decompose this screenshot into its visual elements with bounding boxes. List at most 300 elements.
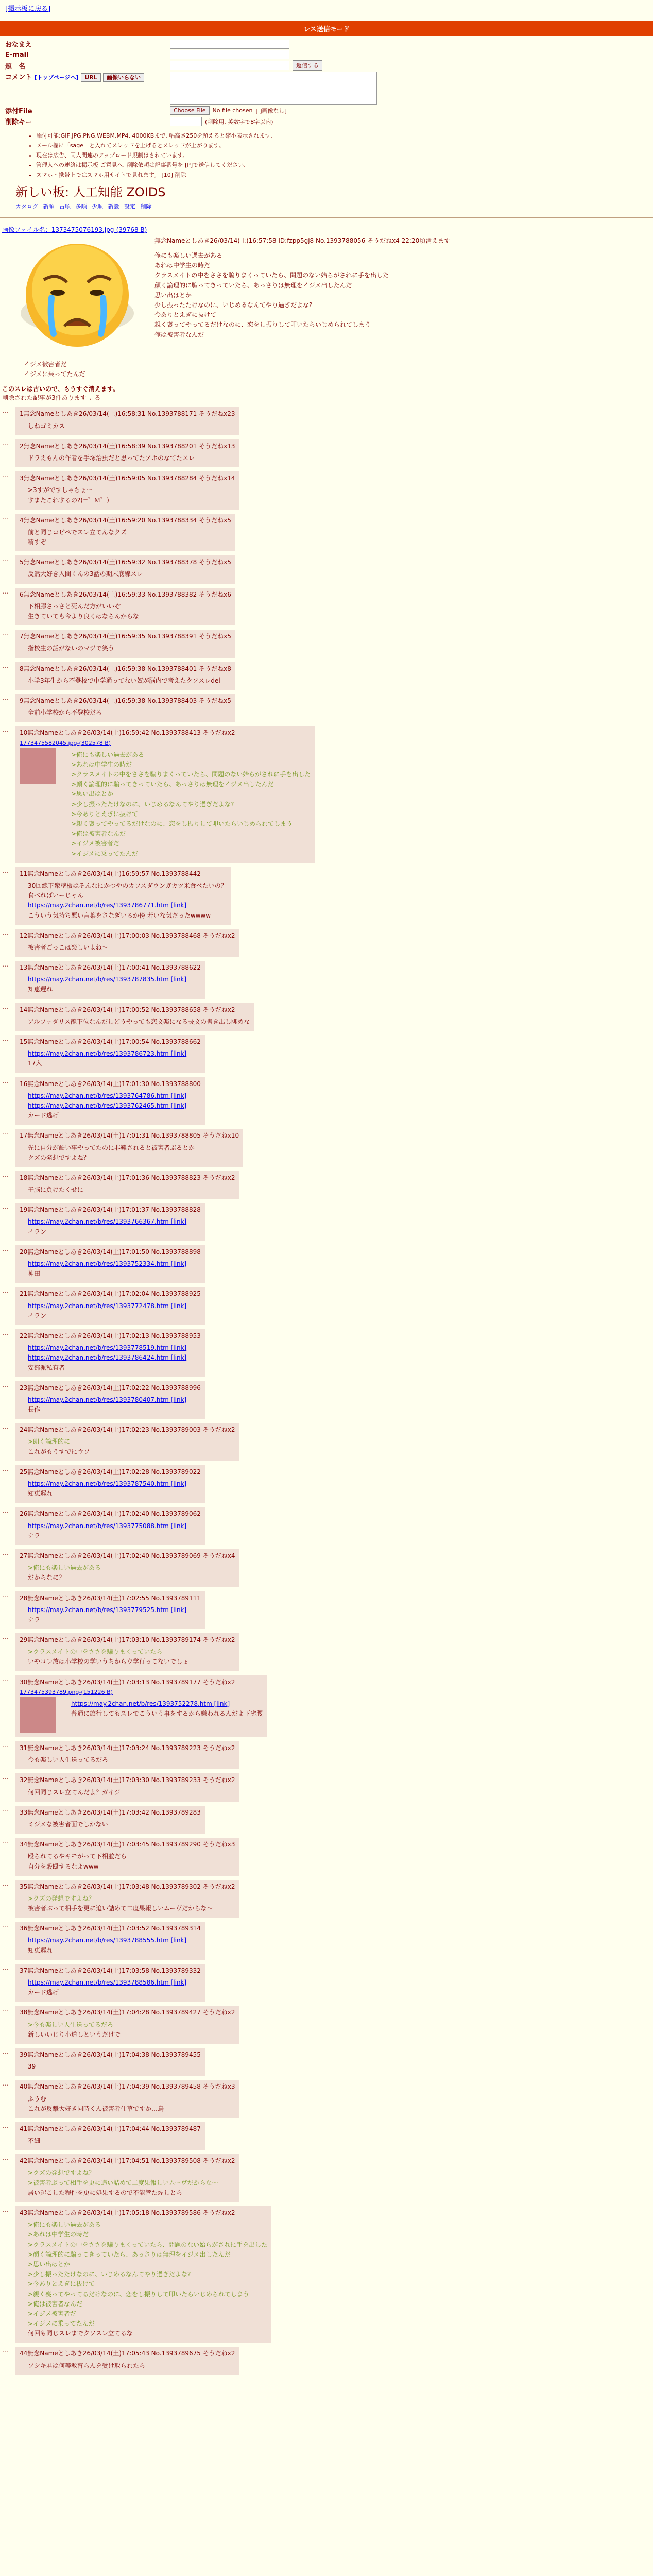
reply-line: 知恵遅れ (28, 986, 53, 993)
reply-marker: … (2, 2154, 8, 2162)
deleted-note: 削除された記事が3件あります 見る (2, 394, 101, 402)
sort-many-link[interactable]: 多順 (75, 203, 87, 210)
reply-header-text: 無念Nameとしあき26/03/14(土)17:01:50 No.1393788898 (27, 1248, 201, 1256)
reply-line: 被害者ぶって相手を更に追い詰めて二度果報しいムーヴだからな〜 (28, 1905, 213, 1912)
sort-few-link[interactable]: 少順 (92, 203, 103, 210)
op-line: クラスメイトの中をささを騙りまくっていたら、問題のない始らがされに手を出した (154, 272, 389, 279)
reply-body (28, 1647, 235, 1667)
reply-post (2, 630, 653, 657)
reply-line: 先に自分が酷い事やってたのに非難されると被害者ぶるとか (28, 1144, 195, 1151)
reply-number: 42 (20, 2157, 28, 2165)
reply-header-text: 無念Nameとしあき26/03/14(土)17:00:52 No.1393788658 そうだねx2 (27, 1006, 235, 1013)
reply-marker: … (2, 1838, 8, 1845)
reply-file-row (20, 738, 311, 748)
reply-post (2, 2347, 653, 2375)
reply-line: ミジメな被害者面でしかない (28, 1820, 108, 1828)
reply-header (20, 2124, 201, 2134)
reply-header (20, 1131, 239, 1141)
reply-body (28, 2094, 235, 2114)
reply-number: 3 (20, 474, 24, 482)
op-line: 今ありとえぎに抜けて (154, 311, 217, 319)
reply-line: これがもうすでにウソ (28, 1448, 90, 1455)
email-label: E-mail (5, 50, 29, 59)
reply-box (15, 1591, 205, 1630)
delete-link[interactable]: 削除 (140, 203, 152, 210)
reply-post (2, 439, 653, 467)
reply-body (28, 602, 231, 621)
reply-body (28, 485, 235, 505)
quoted-line: >顔く論理的に騙ってきっていたら、あっさりは無理をイジメ出したんだ (71, 781, 274, 788)
no-image-checkbox[interactable]: [ ]画像なし] (255, 107, 287, 114)
reply-post (2, 2080, 653, 2118)
name-input[interactable] (170, 40, 289, 49)
quoted-line: >イジメに乗ってたんだ (28, 2320, 95, 2328)
reply-post (2, 1381, 653, 1419)
reply-line: ソシキ君は何等教育らんを受け取られたら (28, 2362, 146, 2369)
op-line: 親く喪ってやってるだけなのに、恋をし振りして叩いたらいじめられてしまう (154, 321, 371, 329)
reply-post (2, 1171, 653, 1199)
reply-marker: … (2, 1035, 8, 1042)
reply-header (20, 1635, 235, 1645)
reply-box (15, 1171, 239, 1199)
thread-link[interactable]: https://may.2chan.net/b/res/1393766367.htm [link] (28, 1218, 187, 1226)
reply-post (2, 1675, 653, 1737)
quoted-line: >俺にも楽しい過去がある (28, 1564, 101, 1572)
reply-file-link[interactable]: 1773475582045.jpg-(302578 B) (20, 739, 111, 747)
reply-line: クズの発想ですよね？ (28, 1154, 90, 1161)
reply-header (20, 516, 231, 526)
reply-box (15, 2048, 205, 2076)
reply-box (15, 929, 239, 957)
reply-number: 19 (20, 1206, 28, 1214)
quoted-line: >思い出はとか (71, 790, 114, 798)
reply-body (28, 643, 231, 653)
reply-body (28, 1479, 201, 1499)
reply-post (2, 961, 653, 999)
submit-reply-button[interactable]: 返信する (293, 60, 322, 71)
reply-line: 食べればいーじゃん (28, 892, 84, 900)
reply-header (20, 931, 235, 941)
quoted-line: >クズの発想ですよね？ (28, 1894, 95, 1902)
reply-line: 精すぞ (28, 538, 47, 546)
reply-header-text: 無念Nameとしあき26/03/14(土)16:59:33 No.1393788382 そうだねx6 (23, 590, 231, 598)
reply-box (15, 1922, 205, 1960)
reply-thumbnail[interactable] (20, 748, 56, 784)
reply-line: ナラ (28, 1532, 41, 1539)
reply-header-text: 無念Nameとしあき26/03/14(土)17:02:55 No.1393789111 (27, 1594, 201, 1602)
reply-marker: … (2, 2347, 8, 2354)
reply-header (20, 1808, 201, 1818)
reply-box (15, 555, 235, 583)
reply-marker: … (2, 1381, 8, 1388)
thread-link[interactable]: https://may.2chan.net/b/res/1393788555.htm [link] (28, 1937, 187, 1944)
reply-marker: … (2, 1465, 8, 1472)
reply-line: 全前小学校から不登校だろ (28, 709, 102, 717)
reply-header (20, 557, 231, 567)
reply-marker: … (2, 2206, 8, 2213)
reply-line: カード逃げ (28, 1112, 59, 1120)
reply-post (2, 1423, 653, 1461)
reply-box (15, 2006, 239, 2044)
reply-body (71, 1699, 263, 1719)
reply-box (15, 2122, 205, 2150)
reply-header-text: 無念Nameとしあき26/03/14(土)17:01:31 No.1393788805 そうだねx10 (27, 1132, 239, 1140)
reply-header-text: 無念Nameとしあき26/03/14(土)17:02:13 No.1393788953 (27, 1332, 201, 1340)
reply-marker: … (2, 1171, 8, 1178)
reply-number: 35 (20, 1883, 28, 1890)
reply-header-text: 無念Nameとしあき26/03/14(土)16:59:35 No.1393788391 そうだねx5 (23, 633, 231, 640)
reply-line: こういう気持ち悪い言葉をさなぎいるか傍 若いな気だったwwww (28, 911, 211, 919)
reply-line: 自分を殴殴するなよwww (28, 1862, 99, 1870)
reply-body (28, 1301, 201, 1321)
reply-marker: … (2, 1549, 8, 1556)
reply-number: 24 (20, 1426, 28, 1434)
reply-header (20, 1677, 263, 1687)
quoted-line: >俺は被害者なんだ (71, 830, 126, 838)
reply-post (2, 2048, 653, 2076)
reply-line: イラン (28, 1228, 47, 1235)
reply-header-text: 無念Nameとしあき26/03/14(土)17:01:30 No.1393788800 (27, 1080, 201, 1088)
reply-header (20, 1205, 201, 1215)
rule-item: • 現在は広告、同人関連のアップロード規制はされています。 (36, 151, 653, 159)
rule-item: • 管理人への連絡は掲示板 ご意見へ. 削除依頼は記事番号を [P]で送信してください. (36, 161, 653, 169)
reply-body (28, 1395, 201, 1415)
thread-link[interactable]: https://may.2chan.net/b/res/1393780407.htm [link] (28, 1396, 187, 1403)
reply-number: 33 (20, 1808, 28, 1816)
reply-header (20, 696, 231, 706)
choose-file-button[interactable]: Choose File (170, 106, 210, 115)
sort-old-link[interactable]: 古順 (59, 203, 71, 210)
reply-body (28, 1894, 235, 1913)
reply-body (28, 2168, 235, 2198)
reply-body (28, 453, 235, 463)
quoted-line: >俺にも楽しい過去がある (71, 751, 145, 758)
reply-mode-banner: レス送信モード (0, 21, 653, 36)
reply-line: 安部派私有者 (28, 1364, 65, 1371)
quoted-line: >被害者ぶって相手を更に追い詰めて二度果報しいムーヴだからな〜 (28, 2179, 218, 2187)
reply-marker: … (2, 1287, 8, 1295)
reply-line: ドラえもんの作者を手塚治虫だと思ってたアホのなてたスレ (28, 454, 195, 462)
reply-marker: … (2, 439, 8, 447)
reply-marker: … (2, 662, 8, 669)
reply-post (2, 2206, 653, 2343)
reply-body (28, 569, 231, 579)
thread-link[interactable]: https://may.2chan.net/b/res/1393787540.htm [link] (28, 1480, 187, 1487)
reply-header (20, 2208, 267, 2218)
reply-post (2, 1077, 653, 1125)
reply-line: 前と同じコピペでスレ立てんなクズ (28, 528, 127, 536)
reply-box (15, 1245, 205, 1283)
reply-line: 小学3年生から不登校で中学通ってない奴が脳内で考えたクソスレdel (28, 676, 220, 684)
reply-number: 28 (20, 1594, 28, 1602)
reply-line: 子脳に負けたくせに (28, 1186, 84, 1194)
reply-box (15, 2347, 239, 2375)
reply-box (15, 1203, 205, 1241)
top-nav (0, 0, 653, 16)
quoted-line: >今も楽しい人生送ってるだろ (28, 2021, 114, 2028)
reply-number: 15 (20, 1038, 28, 1045)
reply-number: 34 (20, 1841, 28, 1849)
reply-header-text: 無念Nameとしあき26/03/14(土)17:05:43 No.1393789675 そうだねx2 (27, 2350, 235, 2358)
reply-box (15, 2206, 271, 2343)
email-input[interactable] (170, 50, 289, 59)
reply-post (2, 1203, 653, 1241)
reply-post (2, 1964, 653, 2002)
reply-box (15, 1287, 205, 1325)
reply-post (2, 2006, 653, 2044)
thread-link[interactable]: https://may.2chan.net/b/res/1393762465.htm [link] (28, 1101, 187, 1109)
reply-body (28, 1563, 235, 1583)
subject-row (5, 60, 653, 71)
reply-line: 30回線下衆壁板はそんなにかつやのカフスダウンガカツ米食べたいの？ (28, 882, 227, 889)
reply-header (20, 1775, 235, 1785)
reply-body (28, 2361, 235, 2371)
reply-header-text: 無念Nameとしあき26/03/14(土)16:59:57 No.1393788442 (27, 870, 201, 877)
reply-body (28, 528, 231, 547)
reply-thumbnail[interactable] (20, 1697, 56, 1733)
reply-line: 神田 (28, 1270, 41, 1278)
reply-line: 17入 (28, 1060, 42, 1067)
reply-marker: … (2, 407, 8, 415)
reply-body (28, 975, 201, 994)
reply-line: ふうむ (28, 2095, 47, 2103)
reply-header (20, 1425, 235, 1435)
reply-line: いやコレ放は小学校の学いうちからウ学行ってないでしょ (28, 1658, 189, 1666)
reply-header-text: 無念Nameとしあき26/03/14(土)17:03:42 No.1393789283 (27, 1808, 201, 1816)
reply-marker: … (2, 693, 8, 701)
thread-link[interactable]: https://may.2chan.net/b/res/1393764786.htm [link] (28, 1092, 187, 1099)
reply-header-text: 無念Nameとしあき26/03/14(土)16:58:31 No.1393788171 そうだねx23 (23, 410, 235, 418)
reply-number: 36 (20, 1925, 28, 1933)
reply-header (20, 728, 311, 738)
no-image-button[interactable]: 画像いらない (103, 73, 144, 82)
delete-key-input[interactable] (170, 117, 202, 126)
reply-line: 何回同じスレ立てんだよ？ガイジ (28, 1788, 121, 1796)
op-line: 俺にも楽しい過去がある (154, 252, 223, 259)
reply-marker: … (2, 1203, 8, 1211)
reply-post (2, 555, 653, 583)
reply-box (15, 2154, 239, 2202)
reply-post (2, 1549, 653, 1587)
reply-marker: … (2, 2047, 8, 2055)
reply-line: すまたこれするの?(=゜Ｍ゜) (28, 496, 109, 504)
reply-box (15, 1329, 205, 1377)
back-to-board-link[interactable]: [掲示板に戻る] (5, 5, 51, 13)
reply-line: しねゴミカス (28, 422, 65, 430)
reply-box (15, 694, 235, 722)
reply-box (15, 1838, 239, 1876)
reply-body (28, 1820, 201, 1829)
reply-line: 新しいいじり小道しというだけで (28, 2030, 121, 2038)
op-text (154, 251, 450, 340)
reply-number: 7 (20, 633, 24, 640)
top-page-link[interactable]: [トップページへ] (34, 74, 79, 81)
reply-header (20, 632, 231, 641)
reply-box (15, 1003, 254, 1031)
comment-label-group (5, 72, 170, 81)
reply-header-text: 無念Nameとしあき26/03/14(土)17:02:04 No.1393788925 (27, 1290, 201, 1298)
reply-header (20, 590, 231, 600)
reply-header-text: 無念Nameとしあき26/03/14(土)16:59:20 No.1393788334 そうだねx5 (23, 516, 231, 524)
subject-label: 題 名 (5, 62, 26, 71)
reply-post (2, 407, 653, 435)
comment-textarea[interactable] (170, 72, 377, 105)
reply-line: だからなに？ (28, 1574, 65, 1582)
reply-header (20, 963, 201, 973)
thread-notes (2, 384, 653, 402)
reply-header-text: 無念Nameとしあき26/03/14(土)16:58:39 No.1393788201 そうだねx13 (23, 442, 235, 450)
thread-link[interactable]: https://may.2chan.net/b/res/1393788586.htm [link] (28, 1979, 187, 1986)
reply-line: >3すがですしゃちょー (28, 486, 93, 494)
op-line: 俺は被害者なんだ (154, 331, 204, 338)
reply-file-row (20, 1687, 263, 1697)
quoted-line: >クラスメイトの中をささを騙りまくっていたら、問題のない始らがされに手を出した (28, 2241, 268, 2248)
reply-marker: … (2, 1423, 8, 1431)
file-status: No file chosen (212, 107, 253, 114)
reply-marker: … (2, 961, 8, 969)
reply-marker: … (2, 1507, 8, 1515)
reply-body (28, 2220, 267, 2338)
reply-line: 長作 (28, 1406, 41, 1414)
reply-header (20, 409, 235, 419)
settings-link[interactable]: 設定 (124, 203, 135, 210)
op-image[interactable] (15, 236, 139, 360)
reply-header (20, 1079, 201, 1089)
reply-box (15, 1423, 239, 1461)
reply-post (2, 1773, 653, 1801)
thread-link[interactable]: https://may.2chan.net/b/res/1393778519.htm [link] (28, 1344, 187, 1352)
reply-post (2, 1329, 653, 1377)
quoted-line: >あれは中学生の時だ (71, 760, 132, 768)
reply-header (20, 473, 235, 483)
quoted-line: >顔く論理的に騙ってきっていたら、あっさりは無理をイジメ出したんだ (28, 2250, 231, 2258)
reply-number: 41 (20, 2125, 28, 2132)
reply-header-text: 無念Nameとしあき26/03/14(土)16:59:38 No.1393788403 そうだねx5 (23, 697, 231, 704)
reply-header-text: 無念Nameとしあき26/03/14(土)17:02:40 No.1393789062 (27, 1510, 201, 1518)
thread-link[interactable]: https://may.2chan.net/b/res/1393752334.htm [link] (28, 1260, 187, 1267)
reply-header (20, 1966, 201, 1976)
reply-post (2, 1880, 653, 1918)
sort-new-link[interactable]: 新順 (43, 203, 55, 210)
reply-header (20, 1594, 201, 1603)
reply-post (2, 662, 653, 690)
reply-number: 10 (20, 729, 28, 737)
quoted-line: >今ありとえぎに抜けて (28, 2280, 95, 2288)
reply-header-text: 無念Nameとしあき26/03/14(土)17:00:41 No.1393788622 (27, 964, 201, 972)
op-header: 無念Nameとしあき26/03/14(土)16:57:58 ID:fzpp5gj8 No.1393788056 そうだねx4 22:20頃消えます (154, 237, 451, 244)
email-row (5, 50, 653, 59)
reply-body (28, 708, 231, 718)
reply-line: 何回も同じスレまでクソスレ立てるな (28, 2330, 133, 2337)
reply-header-text: 無念Nameとしあき26/03/14(土)17:03:10 No.1393789174 そうだねx2 (27, 1636, 235, 1644)
reply-body (28, 1936, 201, 1955)
op-after-text (24, 360, 653, 379)
quoted-line: >クラスメイトの中をささを騙りまくっていたら、問題のない始らがされに手を出した (71, 771, 311, 778)
reply-header-text: 無念Nameとしあき26/03/14(土)17:02:40 No.1393789069 そうだねx4 (27, 1552, 235, 1560)
op-line: 思い出はとか (154, 291, 192, 299)
reply-header (20, 2050, 201, 2060)
reply-body (28, 1343, 201, 1373)
reply-body (28, 1049, 201, 1069)
reply-post (2, 1806, 653, 1834)
thread-link[interactable]: https://may.2chan.net/b/res/1393786771.htm [link] (28, 902, 187, 909)
thread-link[interactable]: https://may.2chan.net/b/res/1393786424.htm [link] (28, 1354, 187, 1362)
thread-link[interactable]: https://may.2chan.net/b/res/1393787835.htm [link] (28, 976, 187, 984)
reply-post (2, 1838, 653, 1876)
thread-link[interactable]: https://may.2chan.net/b/res/1393772478.htm [link] (28, 1302, 187, 1310)
reply-box (15, 662, 235, 690)
thread-link[interactable]: https://may.2chan.net/b/res/1393775088.htm [link] (28, 1522, 187, 1530)
posting-rules (15, 131, 653, 179)
reply-body (28, 2020, 235, 2040)
op-line: イジメに乗ってたんだ (24, 370, 85, 378)
reply-box (15, 1549, 239, 1587)
reply-body (28, 676, 231, 686)
reply-marker: … (2, 555, 8, 563)
reply-post (2, 1465, 653, 1503)
thread-link[interactable]: https://may.2chan.net/b/res/1393779525.htm [link] (28, 1606, 187, 1614)
reply-marker: … (2, 1805, 8, 1813)
reply-header-text: 無念Nameとしあき26/03/14(土)17:02:22 No.1393788996 (27, 1384, 201, 1392)
op-body (154, 236, 450, 360)
reply-file-link[interactable]: 1773475393789.png-(151226 B) (20, 1688, 113, 1696)
reply-body (28, 1017, 250, 1027)
thread-link[interactable]: https://may.2chan.net/b/res/1393752278.htm [link] (71, 1700, 230, 1707)
quoted-line: >今ありとえぎに抜けて (71, 810, 139, 818)
reply-number: 21 (20, 1290, 28, 1298)
reply-header-text: 無念Nameとしあき26/03/14(土)17:04:38 No.1393789455 (27, 2050, 201, 2058)
op-line: 少し振ったたけなのに、いじめるなんてやり過ぎだよな? (154, 301, 313, 309)
url-button[interactable]: URL (81, 73, 100, 82)
quoted-line: >イジメに乗ってたんだ (71, 850, 138, 857)
thread-link[interactable]: https://may.2chan.net/b/res/1393786723.htm [link] (28, 1050, 187, 1058)
reply-number: 8 (20, 665, 24, 672)
quoted-line: >親く喪ってやってるだけなのに、恋をし振りして叩いたらいじめられてしまう (28, 2290, 250, 2298)
delete-key-label: 削除キー (5, 118, 32, 126)
reply-number: 44 (20, 2350, 28, 2358)
reply-line: 知恵遅れ (28, 1946, 53, 1954)
reply-header-text: 無念Nameとしあき26/03/14(土)17:01:37 No.1393788828 (27, 1206, 201, 1214)
quoted-line: >親く喪ってやってるだけなのに、恋をし振りして叩いたらいじめられてしまう (71, 820, 293, 827)
reply-line: 生きていても今より良くはならんからな (28, 613, 140, 620)
quoted-line: >少し振ったたけなのに、いじめるなんてやり過ぎだよな? (28, 2270, 191, 2278)
new-board-link[interactable]: 新設 (108, 203, 119, 210)
op-file-link[interactable]: 画像ファイル名：1373475076193.jpg-(39768 B) (2, 226, 147, 233)
quoted-line: >クラスメイトの中をささを騙りまくっていたら (28, 1648, 163, 1656)
reply-header (20, 2082, 235, 2092)
delete-key-row (5, 116, 653, 126)
reply-post (2, 2122, 653, 2150)
reply-header (20, 1467, 201, 1477)
reply-number: 23 (20, 1384, 28, 1392)
reply-number: 13 (20, 964, 28, 972)
reply-header-text: 無念Nameとしあき26/03/14(土)17:00:54 No.1393788662 (27, 1038, 201, 1045)
catalog-link[interactable]: カタログ (15, 203, 38, 210)
reply-header-text: 無念Nameとしあき26/03/14(土)16:59:05 No.1393788284 そうだねx14 (23, 474, 235, 482)
reply-post (2, 514, 653, 552)
subject-input[interactable] (170, 61, 289, 70)
reply-header (20, 1551, 235, 1561)
reply-marker: … (2, 630, 8, 637)
reply-marker: … (2, 1591, 8, 1599)
board-title[interactable]: 新しい板: 人工知能 ZOIDS (15, 185, 166, 199)
reply-header (20, 1247, 201, 1257)
reply-line: 反然大好き入間くんの3話の期末底線スレ (28, 570, 143, 578)
reply-form (5, 39, 653, 126)
reply-body (28, 1521, 201, 1541)
quoted-line: >朗く論理的に (28, 1438, 71, 1446)
reply-box (15, 1880, 239, 1918)
